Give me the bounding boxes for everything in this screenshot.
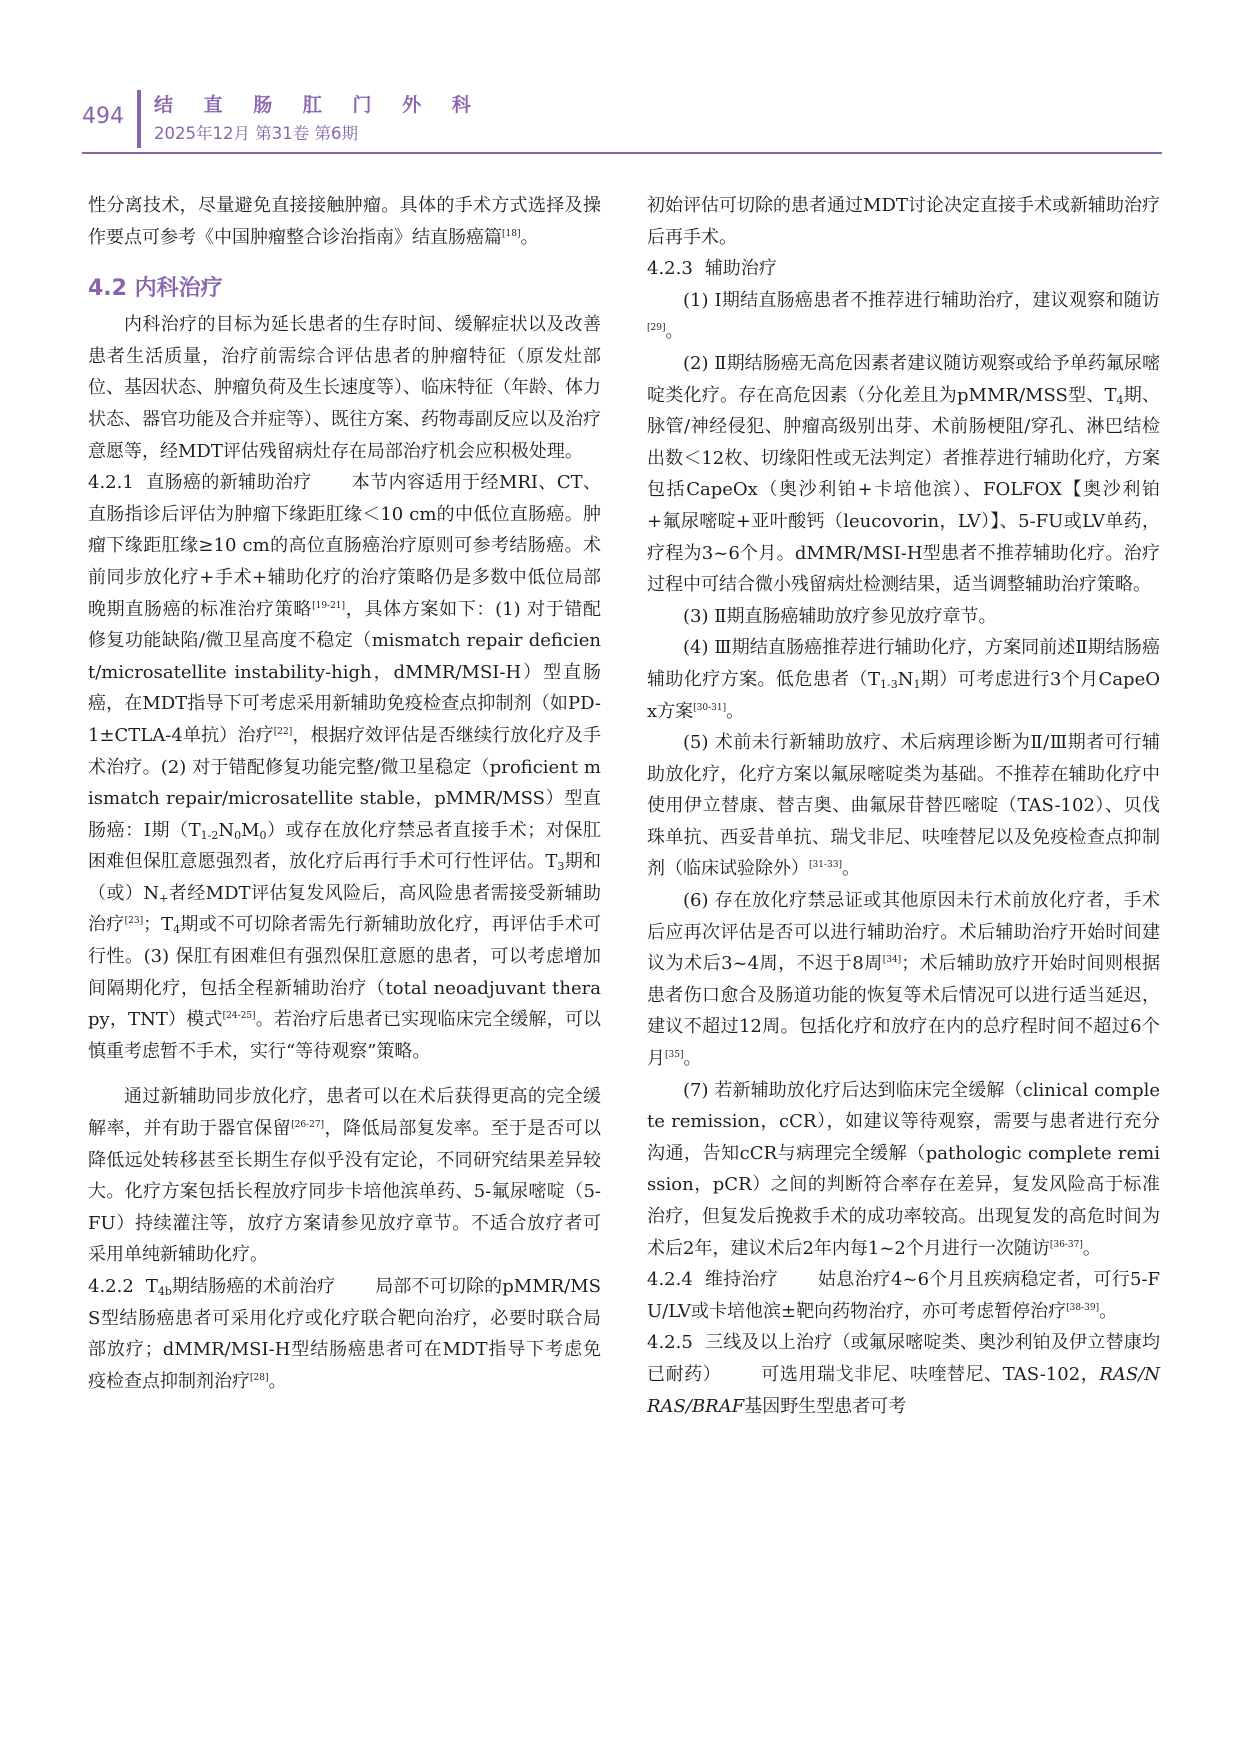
gene-names: RAS/NRAS/BRAF <box>647 1363 1161 1417</box>
citation: [28] <box>250 1372 269 1383</box>
journal-title: 结 直 肠 肛 门 外 科 <box>154 94 483 116</box>
header-rule <box>82 152 1162 154</box>
citation: [22] <box>273 726 293 737</box>
citation: [31-33] <box>809 860 842 871</box>
list-item-5: (5) 术前未行新辅助放疗、术后病理诊断为Ⅱ/Ⅲ期者可行辅助放化疗，化疗方案以氟尿嘧啶类为基础。不推荐在辅助化疗中使用伊立替康、替吉奥、曲氟尿苷替匹嘧啶（TAS-102）、贝伐珠单抗、西妥昔单抗、瑞戈非尼、呋喹替尼以及免疫检查点抑制剂（临床试验除外）[31-33]。 <box>647 732 1160 880</box>
subsection-title: $T_{4b}$期结肠癌的术前治疗 <box>145 1276 336 1298</box>
list-item-6: (6) 存在放化疗禁忌证或其他原因未行术前放化疗者，手术后应再次评估是否可以进行辅助治疗。术后辅助治疗开始时间建议为术后3~4周，不迟于8周[34]；术后辅助放疗开始时间则根据患者伤口愈合及肠道功能的恢复等术后情况可以进行适当延迟，建议不超过12周。包括化疗和放疗在内的总疗程时间不超过6个月[35]。 <box>647 890 1161 1070</box>
paragraph-neoadjuvant-benefit: 通过新辅助同步放化疗，患者可以在术后获得更高的完全缓解率，并有助于器官保留[26-27]，降低局部复发率。至于是否可以降低远处转移甚至长期生存似乎没有定论，不同研究结果差异较大。化疗方案包括长程放疗同步卡培他滨单药、5-氟尿嘧啶（5-FU）持续灌注等，放疗方案请参见放疗章节。不适合放疗者可采用单纯新辅助化疗。 <box>88 1086 602 1266</box>
list-item-2: (2) Ⅱ期结肠癌无高危因素者建议随访观察或给予单药氟尿嘧啶类化疗。存在高危因素（分化差且为pMMR/MSS型、$T_4$期、脉管/神经侵犯、肿瘤高级别出芽、术前肠梗阻/穿孔、淋巴结检出数＜12枚、切缘阳性或无法判定）者推荐进行辅助化疗，方案包括CapeOx（奥沙利铂+卡培他滨）、FOLFOX【奥沙利铂+氟尿嘧啶+亚叶酸钙（leucovorin，LV）】、5-FU或LV单药，疗程为3~6个月。dMMR/MSI-H型患者不推荐辅助化疗。治疗过程中可结合微小残留病灶检测结果，适当调整辅助治疗策略。 <box>647 352 1161 596</box>
citation: [18] <box>502 228 521 239</box>
subsection-4-2-1: 4.2.1 直肠癌的新辅助治疗 本节内容适用于经MRI、CT、直肠指诊后评估为肿瘤下缘距肛缘＜10 cm的中低位直肠癌。肿瘤下缘距肛缘≥10 cm的高位直肠癌治疗原则可参考结肠癌。术前同步放化疗+手术+辅助化疗的治疗策略仍是多数中低位局部晚期直肠癌的标准治疗策略[19-21]，具体方案如下：(1) 对于错配修复功能缺陷/微卫星高度不稳定（mismatch repair deficient/microsatellite instability-high，dMMR/MSI-H）型直肠癌，在MDT指导下可考虑采用新辅助免疫检查点抑制剂（如PD-1±CTLA-4单抗）治疗[22]，根据疗效评估是否继续行放化疗及手术治疗。(2) 对于错配修复功能完整/微卫星稳定（proficient mismatch repair/microsatellite stable，pMMR/MSS）型直肠癌：Ⅰ期$(T_{1-2}N_0M_0)$或存在放化疗禁忌者直接手术；对保肛困难但保肛意愿强烈者，放化疗后再行手术可行性评估。$T_3$期和（或）$N_+$者经MDT评估复发风险后，高风险患者需接受新辅助治疗[23]；$T_4$期或不可切除者需先行新辅助放化疗，再评估手术可行性。(3) 保肛有困难但有强烈保肛意愿的患者，可以考虑增加间隔期化疗，包括全程新辅助治疗（total neoadjuvant therapy，TNT）模式[24-25]。若治疗后患者已实现临床完全缓解，可以慎重考虑暂不手术，实行“等待观察”策略。 <box>88 472 602 1062</box>
list-item-4: (4) Ⅲ期结直肠癌推荐进行辅助化疗，方案同前述Ⅱ期结肠癌辅助化疗方案。低危患者（$T_{1-3}N_1$期）可考虑进行3个月CapeOx方案[30-31]。 <box>647 637 1160 722</box>
citation: [35] <box>665 1050 684 1061</box>
section-heading-4-2: 4.2 内科治疗 <box>88 276 223 302</box>
citation: [23] <box>124 916 144 927</box>
subsection-4-2-2: 4.2.2 $T_{4b}$期结肠癌的术前治疗 局部不可切除的pMMR/MSS型结肠癌患者可采用化疗或化疗联合靶向治疗，必要时联合局部放疗；dMMR/MSI-H型结肠癌患者可在MDT指导下考虑免疫检查点抑制剂治疗[28]。 <box>88 1276 601 1392</box>
citation: [26-27] <box>291 1120 325 1131</box>
subsection-number: 4.2.5 <box>647 1332 693 1354</box>
paragraph-surgery-continued: 性分离技术，尽量避免直接接触肿瘤。具体的手术方式选择及操作要点可参考《中国肿瘤整合诊治指南》结直肠癌篇[18]。 <box>88 195 601 248</box>
list-item-3: (3) Ⅱ期直肠癌辅助放疗参见放疗章节。 <box>683 605 997 627</box>
page-header <box>82 88 1162 154</box>
list-item-7: (7) 若新辅助放化疗后达到临床完全缓解（clinical complete remission，cCR），如建议等待观察，需要与患者进行充分沟通，告知cCR与病理完全缓解（pathologic complete remission，pCR）之间的判断符合率存在差异，复发风险高于标准治疗，但复发后挽救手术的成功率较高。出现复发的高危时间为术后2年，建议术后2年内每1~2个月进行一次随访[36-37]。 <box>647 1079 1160 1259</box>
subsection-title: 辅助治疗 <box>704 258 777 280</box>
citation: [36-37] <box>1049 1239 1083 1250</box>
right-column <box>647 190 1160 1422</box>
citation: [29] <box>647 323 666 334</box>
citation: [30-31] <box>693 702 727 713</box>
paragraph-medical-treatment: 内科治疗的目标为延长患者的生存时间、缓解症状以及改善患者生活质量，治疗前需综合评估患者的肿瘤特征（原发灶部位、基因状态、肿瘤负荷及生长速度等）、临床特征（年龄、体力状态、器官功能及合并症等）、既往方案、药物毒副反应以及治疗意愿等，经MDT评估残留病灶存在局部治疗机会应积极处理。 <box>88 314 601 462</box>
subsection-4-2-4: 4.2.4 维持治疗 姑息治疗4~6个月且疾病稳定者，可行5-FU/LV或卡培他滨±靶向药物治疗，亦可考虑暂停治疗[38-39]。 <box>647 1269 1160 1322</box>
paragraph-resectable: 初始评估可切除的患者通过MDT讨论决定直接手术或新辅助治疗后再手术。 <box>647 195 1160 248</box>
citation: [24-25] <box>222 1011 256 1022</box>
subsection-number: 4.2.4 <box>647 1269 693 1291</box>
subsection-number: 4.2.2 <box>88 1276 134 1297</box>
subsection-4-2-3 <box>647 253 1160 285</box>
subsection-title: 直肠癌的新辅助治疗 <box>145 472 312 494</box>
subsection-number: 4.2.1 <box>88 472 134 494</box>
list-item-1: (1) Ⅰ期结直肠癌患者不推荐进行辅助治疗，建议观察和随访[29]。 <box>647 289 1160 343</box>
subsection-number: 4.2.3 <box>647 258 693 280</box>
header-divider-bar <box>137 90 141 148</box>
citation: [34] <box>882 955 902 966</box>
subsection-title: 三线及以上治疗（或氟尿嘧啶类、奥沙利铂及伊立替康均已耐药） <box>647 1332 1160 1385</box>
left-column <box>88 190 601 1397</box>
citation: [19-21] <box>312 600 346 611</box>
page-number: 494 <box>82 104 124 129</box>
subsection-title: 维持治疗 <box>704 1269 779 1291</box>
journal-issue: 2025年12月 第31卷 第6期 <box>154 124 358 143</box>
citation: [38-39] <box>1066 1302 1100 1313</box>
subsection-4-2-5: 4.2.5 三线及以上治疗（或氟尿嘧啶类、奥沙利铂及伊立替康均已耐药） 可选用瑞戈非尼、呋喹替尼、TAS-102，RAS/NRAS/BRAF基因野生型患者可考 <box>647 1332 1161 1417</box>
